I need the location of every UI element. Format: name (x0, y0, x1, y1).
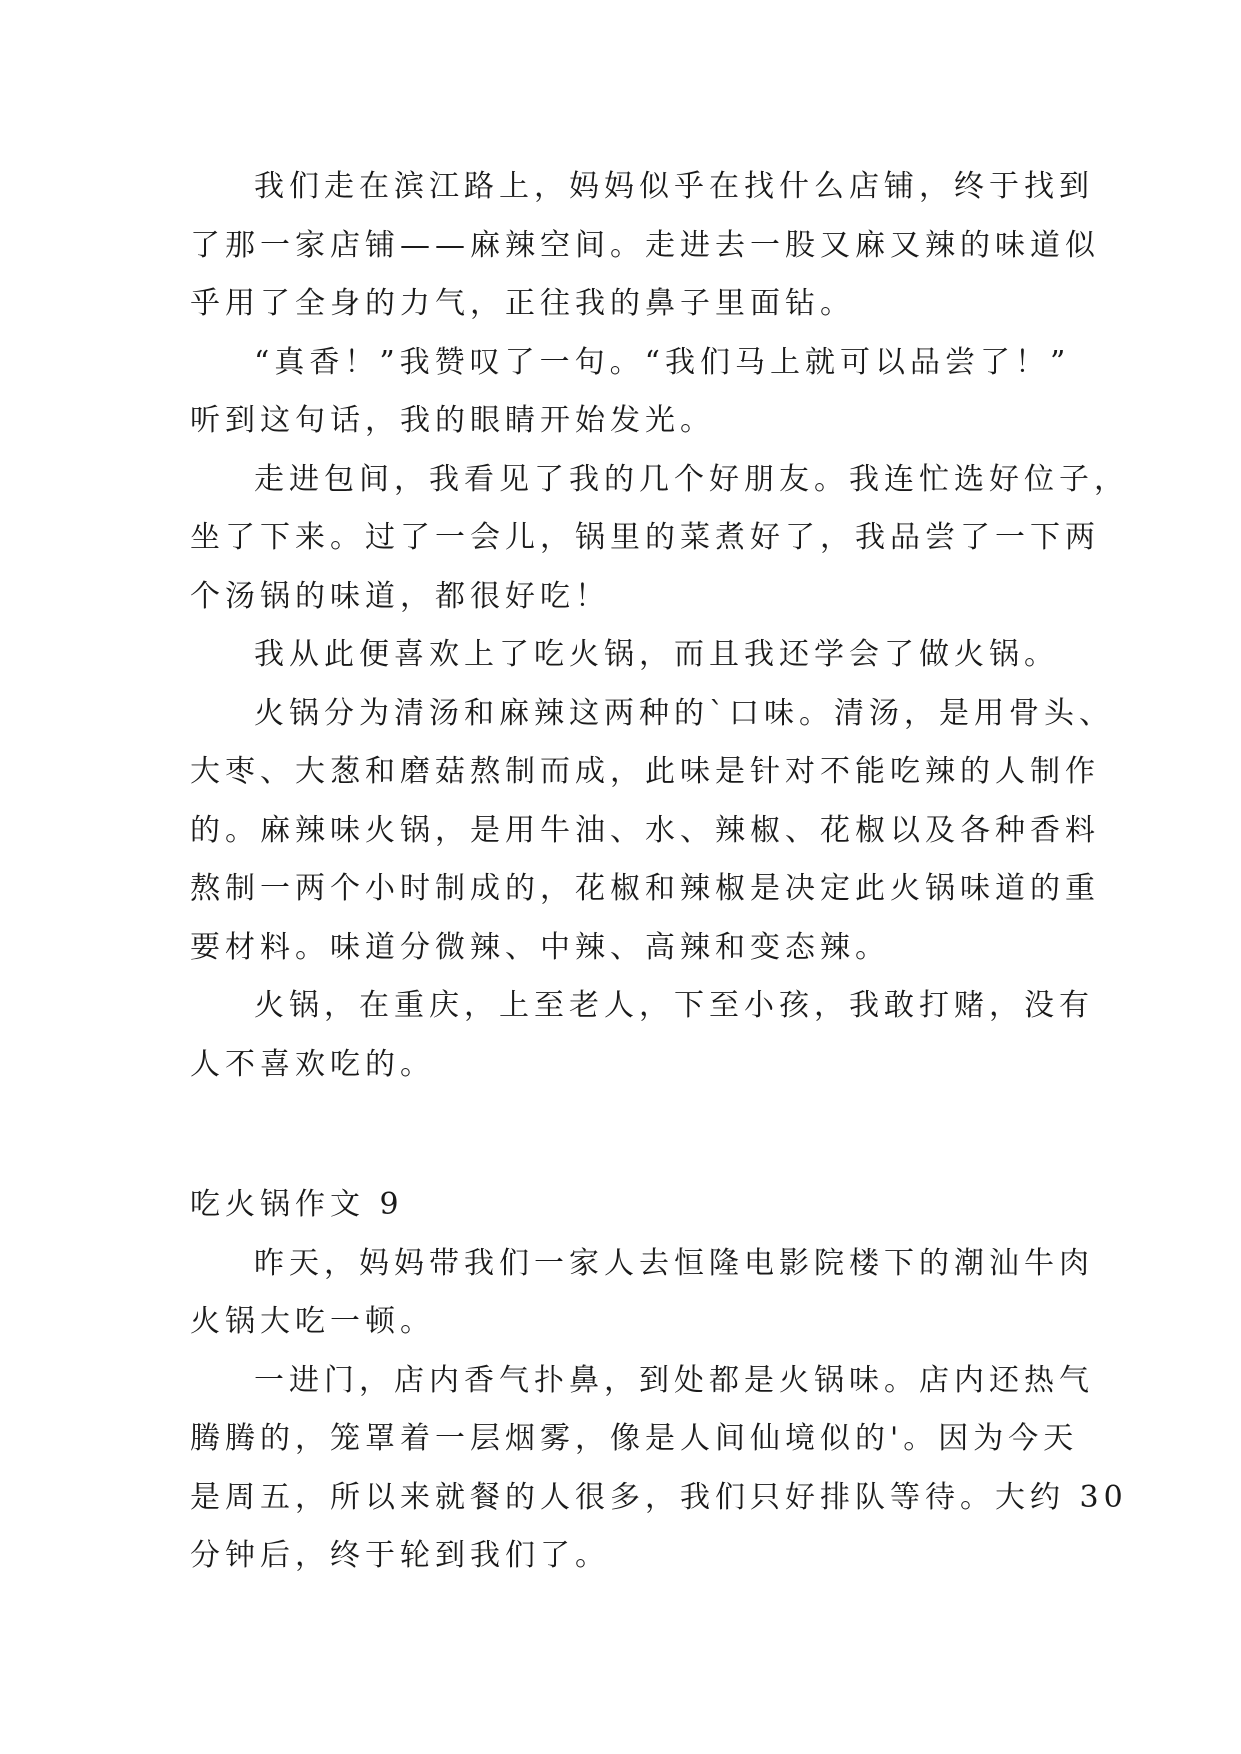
paragraph-line: 坐了下来。过了一会儿，锅里的菜煮好了，我品尝了一下两 (190, 520, 1100, 555)
paragraph-line: 我们走在滨江路上，妈妈似乎在找什么店铺，终于找到 (254, 169, 1094, 204)
paragraph-line: 火锅大吃一顿。 (190, 1304, 435, 1339)
paragraph-line: 分钟后，终于轮到我们了。 (190, 1538, 610, 1573)
paragraph-line: 走进包间，我看见了我的几个好朋友。我连忙选好位子， (254, 461, 1129, 497)
document-body (190, 158, 1129, 1586)
paragraph-line: “真香！”我赞叹了一句。“我们马上就可以品尝了！” (254, 344, 1071, 380)
paragraph-line: 是周五，所以来就餐的人很多，我们只好排队等待。大约 30 (190, 1479, 1128, 1515)
paragraph-line: 个汤锅的味道，都很好吃！ (190, 578, 610, 614)
paragraph-line: 熬制一两个小时制成的，花椒和辣椒是决定此火锅味道的重 (190, 871, 1100, 906)
paragraph-line: 人不喜欢吃的。 (190, 1046, 435, 1082)
paragraph-line: 腾腾的，笼罩着一层烟雾，像是人间仙境似的'。因为今天 (190, 1421, 1079, 1456)
section-gap (190, 1094, 1070, 1176)
paragraph-line: 火锅分为清汤和麻辣这两种的`口味。清汤，是用骨头、 (254, 695, 1114, 731)
paragraph-line: 的。麻辣味火锅，是用牛油、水、辣椒、花椒以及各种香料 (190, 812, 1100, 848)
paragraph-line: 一进门，店内香气扑鼻，到处都是火锅味。店内还热气 (254, 1362, 1094, 1398)
paragraph-line: 乎用了全身的力气，正往我的鼻子里面钻。 (190, 286, 855, 321)
paragraph-line: 大枣、大葱和磨菇熬制而成，此味是针对不能吃辣的人制作 (190, 754, 1100, 789)
paragraph-line: 要材料。味道分微辣、中辣、高辣和变态辣。 (190, 929, 890, 965)
paragraph-line: 我从此便喜欢上了吃火锅，而且我还学会了做火锅。 (254, 637, 1059, 672)
paragraph-line: 听到这句话，我的眼睛开始发光。 (190, 403, 715, 438)
paragraph-line: 昨天，妈妈带我们一家人去恒隆电影院楼下的潮汕牛肉 (254, 1245, 1094, 1281)
paragraph-line: 了那一家店铺——麻辣空间。走进去一股又麻又辣的味道似 (190, 227, 1100, 263)
paragraph-line: 火锅，在重庆，上至老人，下至小孩，我敢打赌，没有 (254, 988, 1094, 1023)
section-heading: 吃火锅作文 9 (190, 1187, 404, 1222)
